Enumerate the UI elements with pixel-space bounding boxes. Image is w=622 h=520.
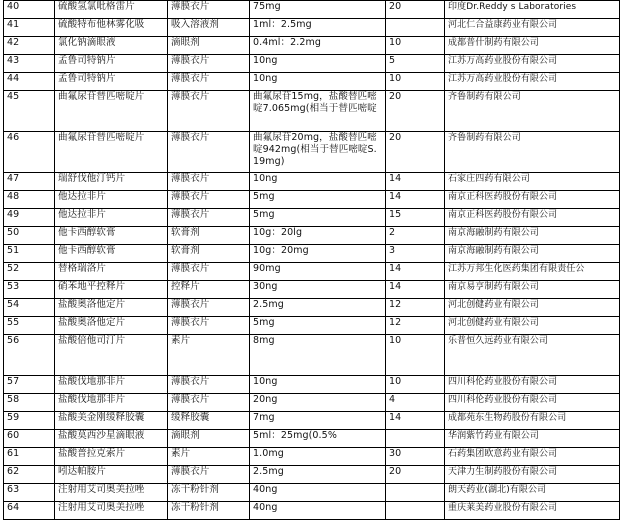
cell-company: 印度Dr.Reddy s Laboratories [445,1,620,19]
cell-drug-name: 他达拉非片 [55,209,168,227]
cell-pack-quantity [386,502,445,520]
cell-number: 42 [4,37,55,55]
cell-specification: 1ml：2.5mg [250,19,386,37]
cell-drug-name: 盐酸伐地那非片 [55,376,168,394]
cell-pack-quantity [386,19,445,37]
table-row [4,245,620,263]
cell-specification: 曲氟尿苷20mg，盐酸替匹嘧啶942mg(相当于替匹嘧啶S.19mg) [250,132,386,173]
cell-specification: 90mg [250,263,386,281]
cell-dosage-form: 薄膜衣片 [168,376,250,394]
cell-pack-quantity: 4 [386,394,445,412]
cell-number: 57 [4,376,55,394]
table-row [4,73,620,91]
cell-dosage-form: 缓释胶囊 [168,412,250,430]
cell-dosage-form: 素片 [168,335,250,376]
cell-number: 50 [4,227,55,245]
cell-pack-quantity: 10 [386,37,445,55]
cell-dosage-form: 控释片 [168,281,250,299]
cell-specification: 10ng [250,73,386,91]
cell-pack-quantity: 14 [386,173,445,191]
cell-pack-quantity: 14 [386,191,445,209]
cell-dosage-form: 滴眼剂 [168,37,250,55]
cell-number: 41 [4,19,55,37]
cell-dosage-form: 薄膜衣片 [168,299,250,317]
cell-drug-name: 孟鲁司特钠片 [55,55,168,73]
cell-specification: 10ng [250,376,386,394]
cell-specification: 30ng [250,281,386,299]
cell-company: 四川科伦药业股份有限公司 [445,376,620,394]
cell-company: 石家庄四药有限公司 [445,173,620,191]
cell-pack-quantity: 10 [386,376,445,394]
cell-pack-quantity: 20 [386,466,445,484]
cell-number: 43 [4,55,55,73]
cell-number: 46 [4,132,55,173]
cell-dosage-form: 软膏剂 [168,227,250,245]
cell-specification: 10g：20mg [250,245,386,263]
cell-specification: 5mg [250,317,386,335]
cell-pack-quantity: 2 [386,227,445,245]
cell-specification: 10ng [250,173,386,191]
cell-dosage-form: 软膏剂 [168,245,250,263]
cell-company: 四川科伦药业股份有限公司 [445,394,620,412]
cell-number: 61 [4,448,55,466]
cell-number: 52 [4,263,55,281]
cell-dosage-form: 薄膜衣片 [168,91,250,132]
cell-drug-name: 硫酸特布他林雾化吸 [55,19,168,37]
drug-list-table [3,0,620,520]
cell-specification: 5ml：25mg(0.5% [250,430,386,448]
cell-company: 成都普什制药有限公司 [445,37,620,55]
table-row [4,430,620,448]
cell-pack-quantity: 20 [386,132,445,173]
table-row [4,394,620,412]
cell-company: 华润紫竹药业有限公司 [445,430,620,448]
cell-company: 天津力生制药股份有限公司 [445,466,620,484]
cell-drug-name: 盐酸奥洛他定片 [55,299,168,317]
cell-pack-quantity: 12 [386,299,445,317]
cell-company: 南京正科医药股份有限公司 [445,209,620,227]
cell-pack-quantity: 5 [386,55,445,73]
cell-drug-name: 替格瑞洛片 [55,263,168,281]
cell-specification: 0.4ml：2.2mg [250,37,386,55]
table-row [4,484,620,502]
cell-drug-name: 注射用艾司奥美拉唑 [55,502,168,520]
cell-specification: 1.0mg [250,448,386,466]
cell-dosage-form: 冻干粉针剂 [168,502,250,520]
cell-specification: 7mg [250,412,386,430]
cell-number: 47 [4,173,55,191]
cell-drug-name: 盐酸奥洛他定片 [55,317,168,335]
table-row [4,502,620,520]
cell-drug-name: 盐酸倍他司汀片 [55,335,168,376]
cell-drug-name: 氯化钠滴眼液 [55,37,168,55]
table-row [4,376,620,394]
cell-dosage-form: 薄膜衣片 [168,209,250,227]
cell-drug-name: 盐酸普拉克索片 [55,448,168,466]
cell-company: 江苏万邦生化医药集团有限责任公 [445,263,620,281]
cell-company: 河北仁合益康药业有限公司 [445,19,620,37]
table-row [4,91,620,132]
cell-number: 58 [4,394,55,412]
cell-drug-name: 孟鲁司特钠片 [55,73,168,91]
cell-company: 朗天药业(湖北)有限公司 [445,484,620,502]
table-row [4,263,620,281]
cell-pack-quantity: 10 [386,73,445,91]
cell-pack-quantity: 20 [386,91,445,132]
cell-company: 南京易亨制药有限公司 [445,281,620,299]
cell-pack-quantity: 14 [386,281,445,299]
cell-specification: 10g：20lg [250,227,386,245]
cell-dosage-form: 薄膜衣片 [168,132,250,173]
cell-drug-name: 他卡西醇软膏 [55,245,168,263]
cell-drug-name: 吲达帕胺片 [55,466,168,484]
cell-drug-name: 盐酸美金刚缓释胶囊 [55,412,168,430]
cell-number: 49 [4,209,55,227]
cell-number: 51 [4,245,55,263]
table-row [4,1,620,19]
cell-dosage-form: 薄膜衣片 [168,173,250,191]
cell-pack-quantity: 14 [386,412,445,430]
cell-specification: 40ng [250,484,386,502]
cell-dosage-form: 滴眼剂 [168,430,250,448]
cell-dosage-form: 薄膜衣片 [168,263,250,281]
cell-company: 江苏万高药业股份有限公司 [445,55,620,73]
cell-specification: 75mg [250,1,386,19]
cell-specification: 20ng [250,394,386,412]
cell-specification: 5mg [250,191,386,209]
cell-specification: 5mg [250,209,386,227]
cell-drug-name: 曲氟尿苷替匹嘧啶片 [55,91,168,132]
cell-company: 南京海融制药有限公司 [445,245,620,263]
cell-pack-quantity [386,484,445,502]
cell-drug-name: 硫酸氢氯吡格雷片 [55,1,168,19]
cell-pack-quantity: 3 [386,245,445,263]
cell-number: 62 [4,466,55,484]
cell-company: 南京正科医药股份有限公司 [445,191,620,209]
cell-pack-quantity: 12 [386,317,445,335]
table-row [4,335,620,376]
cell-company: 河北创健药业有限公司 [445,317,620,335]
table-row [4,448,620,466]
table-row [4,173,620,191]
cell-drug-name: 盐酸伐地那非片 [55,394,168,412]
cell-specification: 10ng [250,55,386,73]
cell-company: 重庆莱美药业股份有限公司 [445,502,620,520]
cell-company: 南京海融制药有限公司 [445,227,620,245]
cell-specification: 8mg [250,335,386,376]
cell-drug-name: 他达拉非片 [55,191,168,209]
cell-pack-quantity: 30 [386,448,445,466]
cell-company: 齐鲁制药有限公司 [445,132,620,173]
cell-specification: 2.5mg [250,299,386,317]
cell-number: 60 [4,430,55,448]
cell-number: 55 [4,317,55,335]
cell-company: 河北创健药业有限公司 [445,299,620,317]
cell-number: 45 [4,91,55,132]
cell-specification: 曲氟尿苷15mg，盐酸替匹嘧啶7.065mg(相当于替匹嘧啶 [250,91,386,132]
cell-dosage-form: 薄膜衣片 [168,1,250,19]
table-row [4,412,620,430]
cell-dosage-form: 冻干粉针剂 [168,484,250,502]
table-row [4,132,620,173]
table-row [4,55,620,73]
table-row [4,281,620,299]
table-row [4,209,620,227]
table-row [4,19,620,37]
cell-pack-quantity [386,430,445,448]
cell-number: 64 [4,502,55,520]
cell-number: 48 [4,191,55,209]
cell-drug-name: 瑞舒伐他汀钙片 [55,173,168,191]
cell-number: 54 [4,299,55,317]
cell-dosage-form: 薄膜衣片 [168,394,250,412]
cell-dosage-form: 薄膜衣片 [168,191,250,209]
cell-company: 乐普恒久远药业有限公司 [445,335,620,376]
cell-pack-quantity: 20 [386,1,445,19]
cell-drug-name: 他卡西醇软膏 [55,227,168,245]
cell-drug-name: 曲氟尿苷替匹嘧啶片 [55,132,168,173]
cell-number: 63 [4,484,55,502]
cell-dosage-form: 吸入溶液剂 [168,19,250,37]
cell-pack-quantity: 10 [386,335,445,376]
table-row [4,37,620,55]
cell-drug-name: 盐酸莫西沙星滴眼液 [55,430,168,448]
cell-company: 齐鲁制药有限公司 [445,91,620,132]
cell-dosage-form: 素片 [168,448,250,466]
cell-company: 江苏万高药业股份有限公司 [445,73,620,91]
table-row [4,466,620,484]
cell-company: 石药集团欧意药业有限公司 [445,448,620,466]
table-row [4,227,620,245]
cell-drug-name: 注射用艾司奥美拉唑 [55,484,168,502]
cell-number: 44 [4,73,55,91]
cell-dosage-form: 薄膜衣片 [168,466,250,484]
cell-number: 40 [4,1,55,19]
cell-dosage-form: 薄膜衣片 [168,317,250,335]
cell-pack-quantity: 14 [386,263,445,281]
cell-specification: 40ng [250,502,386,520]
cell-specification: 2.5mg [250,466,386,484]
table-row [4,317,620,335]
table-body [4,1,620,520]
cell-number: 59 [4,412,55,430]
cell-company: 成都苑东生物药股份有限公司 [445,412,620,430]
cell-dosage-form: 薄膜衣片 [168,55,250,73]
cell-number: 56 [4,335,55,376]
cell-pack-quantity: 15 [386,209,445,227]
table-row [4,191,620,209]
table-row [4,299,620,317]
cell-number: 53 [4,281,55,299]
cell-dosage-form: 薄膜衣片 [168,73,250,91]
cell-drug-name: 硝苯地平控释片 [55,281,168,299]
